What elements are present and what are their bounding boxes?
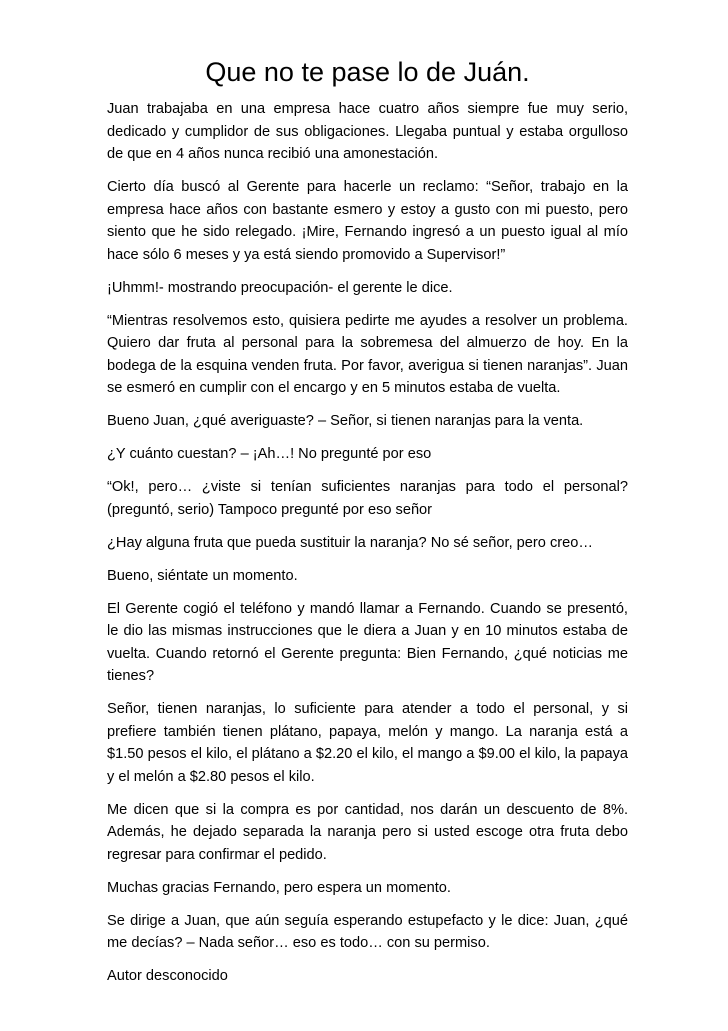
paragraph-fernando-discount: Me dicen que si la compra es por cantidad, nos darán un descuento de 8%. Además, he dejado separada la naranja pero si usted escoge otra fruta debo regresar para confirmar el pedido. [107,801,628,863]
paragraph-dialogue-1: Bueno Juan, ¿qué averiguaste? – Señor, si tienen naranjas para la venta. [107,413,584,429]
paragraph-fernando-report: Señor, tienen naranjas, lo suficiente para atender a todo el personal, y si prefiere también tienen plátano, papaya, melón y mango. La naranja está a $1.50 pesos el kilo, el plátano a $2.20 el kilo, el mango a $9.00 el kilo, la papaya y el melón a $2.80 pesos el kilo. [107,701,628,785]
document-page [107,54,628,998]
document-title: Que no te pase lo de Juán. [205,57,530,87]
paragraph-dialogue-3: “Ok!, pero… ¿viste si tenían suficientes naranjas para todo el personal? (preguntó, serio) Tampoco pregunté por eso señor [107,479,628,518]
paragraph-manager-reaction: ¡Uhmm!- mostrando preocupación- el gerente le dice. [107,279,453,296]
paragraph-intro: Juan trabajaba en una empresa hace cuatro años siempre fue muy serio, dedicado y cumplidor de sus obligaciones. Llegaba puntual y estaba orgulloso de que en 4 años nunca recibió una amonestación. [107,101,628,162]
paragraph-dialogue-5: Bueno, siéntate un momento. [107,567,298,584]
paragraph-ending: Se dirige a Juan, que aún seguía esperando estupefacto y le dice: Juan, ¿qué me decías? – Nada señor… eso es todo… con su permiso. [107,912,628,951]
paragraph-fernando-called: El Gerente cogió el teléfono y mandó llamar a Fernando. Cuando se presentó, le dio las mismas instrucciones que le diera a Juan y en 10 minutos estaba de vuelta. Cuando retornó el Gerente pregunta: Bien Fernando, ¿qué noticias me tienes? [107,600,628,684]
paragraph-complaint: Cierto día buscó al Gerente para hacerle un reclamo: “Señor, trabajo en la empresa hace años con bastante esmero y estoy a gusto con mi puesto, pero siento que he sido relegado. ¡Mire, Fernando ingresó a un puesto igual al mío hace sólo 6 meses y ya está siendo promovido a Supervisor!” [107,179,628,263]
paragraph-manager-thanks: Muchas gracias Fernando, pero espera un momento. [107,879,451,896]
paragraph-author: Autor desconocido [107,968,228,984]
paragraph-dialogue-2: ¿Y cuánto cuestan? – ¡Ah…! No pregunté por eso [107,446,432,462]
paragraph-dialogue-4: ¿Hay alguna fruta que pueda sustituir la naranja? No sé señor, pero creo… [107,534,593,551]
paragraph-request: “Mientras resolvemos esto, quisiera pedirte me ayudes a resolver un problema. Quiero dar fruta al personal para la sobremesa del almuerzo de hoy. En la bodega de la esquina venden fruta. Por favor, averigua si tienen naranjas”. Juan se esmeró en cumplir con el encargo y en 5 minutos estaba de vuelta. [107,312,628,396]
